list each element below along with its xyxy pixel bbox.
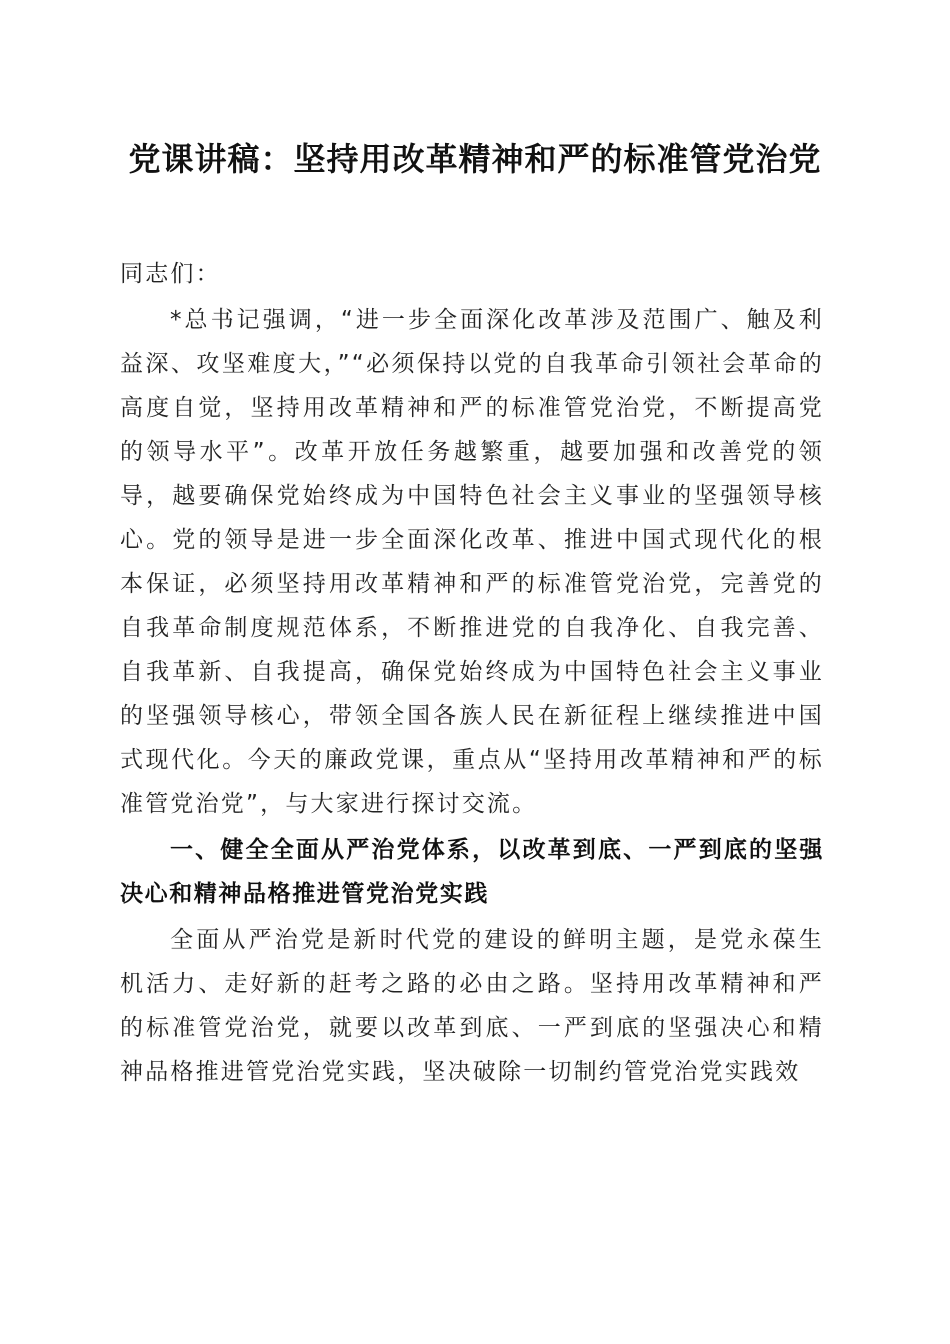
document-body: [120, 252, 824, 1096]
paragraph-section-1: 全面从严治党是新时代党的建设的鲜明主题，是党永葆生机活力、走好新的赶考之路的必由之路。坚持用改革精神和严的标准管党治党，就要以改革到底、一严到底的坚强决心和精神品格推进管党治党实践，坚决破除一切制约管党治党实践效: [120, 927, 824, 1085]
document-title: 党课讲稿：坚持用改革精神和严的标准管党治党: [128, 140, 822, 178]
paragraph-intro: *总书记强调，“进一步全面深化改革涉及范围广、触及利益深、攻坚难度大，”“必须保持以党的自我革命引领社会革命的高度自觉，坚持用改革精神和严的标准管党治党，不断提高党的领导水平”。改革开放任务越繁重，越要加强和改善党的领导，越要确保党始终成为中国特色社会主义事业的坚强领导核心。党的领导是进一步全面深化改革、推进中国式现代化的根本保证，必须坚持用改革精神和严的标准管党治党，完善党的自我革命制度规范体系，不断推进党的自我净化、自我完善、自我革新、自我提高，确保党始终成为中国特色社会主义事业的坚强领导核心，带领全国各族人民在新征程上继续推进中国式现代化。今天的廉政党课，重点从“坚持用改革精神和严的标准管党治党”，与大家进行探讨交流。: [120, 307, 824, 817]
salutation: 同志们：: [120, 261, 221, 287]
section-heading-1: 一、健全全面从严治党体系，以改革到底、一严到底的坚强决心和精神品格推进管党治党实践: [120, 837, 824, 907]
